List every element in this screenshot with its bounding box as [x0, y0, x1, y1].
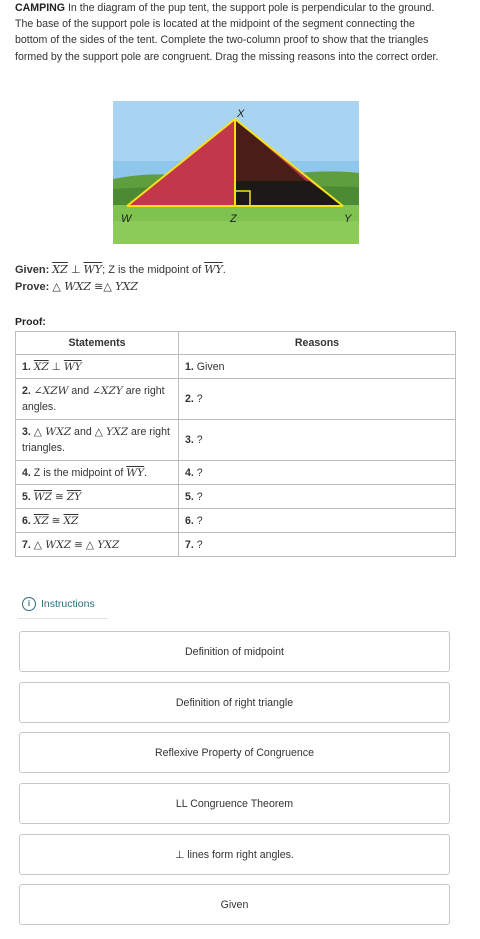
choice-reflexive-property[interactable]: Reflexive Property of Congruence	[19, 732, 450, 773]
proof-row	[16, 420, 456, 461]
instructions-divider	[18, 618, 108, 619]
choice-definition-of-right-triangle[interactable]: Definition of right triangle	[19, 682, 450, 723]
reason-7[interactable]: 7. ?	[179, 533, 456, 557]
proof-row	[16, 509, 456, 533]
reason-3[interactable]: 3. ?	[179, 420, 456, 461]
choice-given[interactable]: Given	[19, 884, 450, 925]
reason-6[interactable]: 6. ?	[179, 509, 456, 533]
statement-5: 5. WZ ≅ ZY	[16, 485, 179, 509]
statement-7: 7. △ WXZ ≅ △ YXZ	[16, 533, 179, 557]
statement-3: 3. △ WXZ and △ YXZ are right triangles.	[16, 420, 179, 461]
proof-row	[16, 485, 456, 509]
prompt-text: In the diagram of the pup tent, the support pole is perpendicular to the ground. The base of the support pole is located at the midpoint of the segment connecting the bottom of the sides of the tent. Complete the two-column proof to show that the triangles formed by the support pole are congruent. Drag the missing reasons into the correct order.	[15, 2, 439, 63]
given-statement: Given: XZ ⊥ WY; Z is the midpoint of WY.	[15, 263, 226, 276]
proof-row	[16, 379, 456, 420]
info-icon: i	[22, 597, 36, 611]
instructions-toggle[interactable]	[22, 597, 95, 611]
label-x: X	[237, 108, 245, 120]
reason-2[interactable]: 2. ?	[179, 379, 456, 420]
label-y: Y	[344, 213, 352, 225]
proof-table	[15, 331, 456, 557]
prove-statement: Prove: △ WXZ ≅△ YXZ	[15, 280, 139, 293]
tent-diagram	[113, 101, 359, 244]
proof-row	[16, 461, 456, 485]
choice-perpendicular-lines-right-angles[interactable]: ⊥ lines form right angles.	[19, 834, 450, 875]
statement-4: 4. Z is the midpoint of WY.	[16, 461, 179, 485]
proof-label: Proof:	[15, 316, 46, 328]
label-w: W	[121, 213, 132, 225]
proof-header-row	[16, 332, 456, 355]
statement-1: 1. XZ ⊥ WY	[16, 355, 179, 379]
proof-row	[16, 355, 456, 379]
prompt-lead: CAMPING	[15, 2, 66, 14]
reason-4[interactable]: 4. ?	[179, 461, 456, 485]
reason-5[interactable]: 5. ?	[179, 485, 456, 509]
statement-2: 2. ∠XZW and ∠XZY are right angles.	[16, 379, 179, 420]
statement-6: 6. XZ ≅ XZ	[16, 509, 179, 533]
problem-prompt	[15, 0, 445, 65]
instructions-label: Instructions	[41, 598, 95, 610]
statements-header: Statements	[16, 332, 179, 355]
proof-row	[16, 533, 456, 557]
reasons-header: Reasons	[179, 332, 456, 355]
label-z: Z	[230, 213, 237, 225]
reason-1[interactable]: 1. Given	[179, 355, 456, 379]
choice-definition-of-midpoint[interactable]: Definition of midpoint	[19, 631, 450, 672]
choice-ll-congruence-theorem[interactable]: LL Congruence Theorem	[19, 783, 450, 824]
